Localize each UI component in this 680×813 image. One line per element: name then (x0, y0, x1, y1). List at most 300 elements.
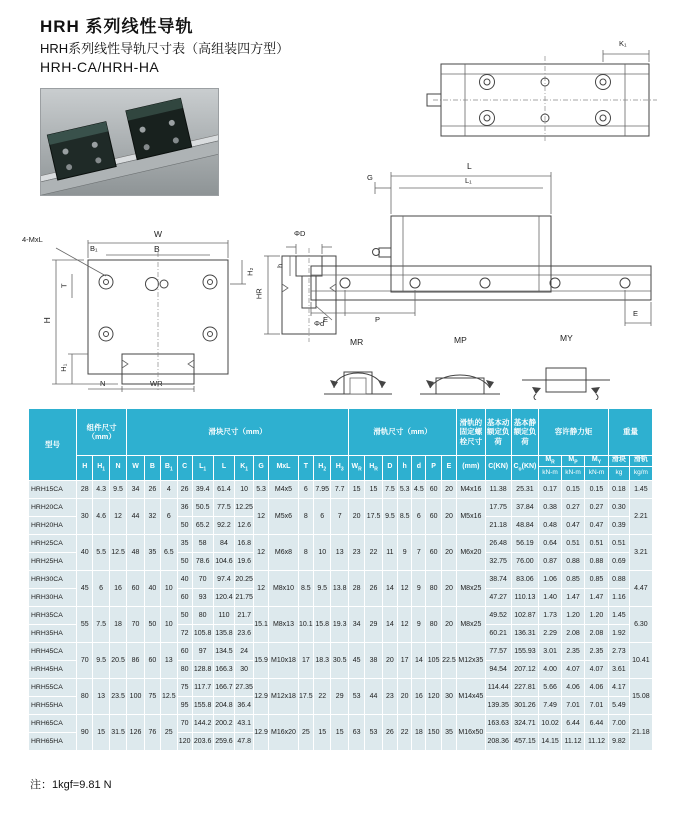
table-cell: 4.07 (562, 660, 585, 678)
dim-label-b1: B₁ (90, 244, 98, 253)
table-cell: 48 (127, 534, 144, 570)
table-cell: 65.2 (192, 516, 213, 534)
table-cell: 22 (398, 714, 412, 750)
header-cell: $L_1$ (192, 456, 213, 481)
table-cell: 78.6 (192, 552, 213, 570)
dim-label-wr: WR (150, 379, 163, 388)
table-cell: 22.5 (441, 642, 456, 678)
model-cell: HRH45HA (29, 660, 77, 678)
table-cell: 12.9 (253, 678, 268, 714)
table-cell: 55 (77, 606, 93, 642)
table-cell: M12x18 (269, 678, 298, 714)
table-cell: 14 (382, 570, 397, 606)
moment-mp-diagram (418, 336, 502, 402)
table-cell: 60 (426, 480, 441, 498)
table-cell: 0.87 (539, 552, 562, 570)
table-cell: 4.06 (562, 678, 585, 696)
header-cell: $M_P$ (562, 456, 585, 467)
model-cell: HRH65CA (29, 714, 77, 732)
table-cell: 9.5 (313, 570, 330, 606)
table-cell: 15 (331, 714, 349, 750)
header-cell: kN-m (562, 466, 585, 480)
table-cell: 25 (161, 714, 177, 750)
table-cell: 19.6 (235, 552, 254, 570)
table-cell: 2.73 (609, 642, 630, 660)
table-cell: 97 (192, 642, 213, 660)
table-cell: 208.36 (485, 732, 511, 750)
table-cell: 92.2 (213, 516, 235, 534)
header-cell: kg (609, 466, 630, 480)
header-row (29, 409, 653, 456)
header-cell: kN-m (584, 466, 608, 480)
table-cell: 1.06 (539, 570, 562, 588)
table-cell: 301.26 (511, 696, 538, 714)
table-cell: 0.88 (609, 570, 630, 588)
dim-label-t: T (59, 283, 69, 289)
table-cell: M14x45 (457, 678, 485, 714)
header-cell: $H_R$ (365, 456, 382, 481)
table-cell: 7.49 (539, 696, 562, 714)
table-cell: 0.15 (562, 480, 585, 498)
table-cell: 1.73 (539, 606, 562, 624)
table-cell: 1.20 (584, 606, 608, 624)
header-cell: d (412, 456, 426, 481)
table-cell: 227.81 (511, 678, 538, 696)
table-cell: 80 (426, 606, 441, 642)
header-cell: 滑轨的固定螺栓尺寸 (457, 409, 485, 456)
model-cell: HRH55HA (29, 696, 77, 714)
header-cell: kg/m (629, 466, 652, 480)
table-cell: 20.25 (235, 570, 254, 588)
table-cell: 58 (192, 534, 213, 552)
table-cell: 104.6 (213, 552, 235, 570)
table-cell: 10.41 (629, 642, 652, 678)
header-cell: N (109, 456, 126, 481)
table-cell: 80 (192, 606, 213, 624)
table-cell: 77.57 (485, 642, 511, 660)
table-cell: 10.02 (539, 714, 562, 732)
dim-label-w: W (154, 229, 163, 239)
table-cell: 10.1 (298, 606, 313, 642)
table-row (29, 498, 653, 516)
table-cell: 86 (127, 642, 144, 678)
front-view-drawing (22, 222, 266, 392)
table-cell: 120 (426, 678, 441, 714)
table-cell: 50 (177, 552, 192, 570)
header-cell: B (144, 456, 160, 481)
table-cell: 70 (177, 714, 192, 732)
table-cell: 47.27 (485, 588, 511, 606)
table-cell: 2.08 (584, 624, 608, 642)
table-cell: 7.5 (93, 606, 109, 642)
header-cell: MxL (269, 456, 298, 481)
table-cell: 10 (313, 534, 330, 570)
model-cell: HRH20CA (29, 498, 77, 516)
table-cell: 20 (441, 498, 456, 534)
table-cell: M4x5 (269, 480, 298, 498)
table-cell: 14.15 (539, 732, 562, 750)
dim-label-mxl: 4-MxL (22, 235, 43, 244)
table-row (29, 570, 653, 588)
header-cell: E (441, 456, 456, 481)
table-cell: 0.51 (562, 534, 585, 552)
table-cell: 110 (213, 606, 235, 624)
model-cell: HRH45CA (29, 642, 77, 660)
model-cell: HRH25CA (29, 534, 77, 552)
table-cell: 6 (313, 498, 330, 534)
table-cell: 207.12 (511, 660, 538, 678)
table-cell: 0.27 (584, 498, 608, 516)
table-cell: 9 (412, 570, 426, 606)
table-cell: 7.95 (313, 480, 330, 498)
table-cell: 29 (331, 678, 349, 714)
table-cell: 29 (365, 606, 382, 642)
table-cell: 60 (177, 588, 192, 606)
table-cell: 56.19 (511, 534, 538, 552)
table-cell: 43.1 (235, 714, 254, 732)
table-cell: 14 (382, 606, 397, 642)
table-cell: 23.5 (109, 678, 126, 714)
table-cell: 60 (144, 642, 160, 678)
table-cell: 6 (412, 498, 426, 534)
table-cell: 1.47 (562, 588, 585, 606)
table-cell: 150 (426, 714, 441, 750)
table-cell: M16x20 (269, 714, 298, 750)
table-cell: 155.8 (192, 696, 213, 714)
page-title: HRH 系列线性导轨 (40, 17, 194, 36)
table-cell: 0.85 (562, 570, 585, 588)
table-cell: 20.5 (109, 642, 126, 678)
table-cell: 10 (235, 480, 254, 498)
table-cell: 20 (398, 678, 412, 714)
table-cell: 120 (177, 732, 192, 750)
table-cell: 18.3 (313, 642, 330, 678)
table-cell: 75 (144, 678, 160, 714)
table-cell: 12.5 (109, 534, 126, 570)
header-cell: G (253, 456, 268, 481)
table-cell: 70 (127, 606, 144, 642)
table-cell: 15 (365, 480, 382, 498)
table-cell: 1.45 (609, 606, 630, 624)
table-cell: 80 (177, 660, 192, 678)
table-row (29, 534, 653, 552)
table-cell: 5.66 (539, 678, 562, 696)
table-cell: 9 (398, 534, 412, 570)
dim-label-n: N (100, 379, 106, 388)
header-row (29, 456, 653, 467)
table-row (29, 642, 653, 660)
table-cell: 0.15 (584, 480, 608, 498)
table-cell: 2.35 (584, 642, 608, 660)
table-cell: 1.16 (609, 588, 630, 606)
table-cell: 22 (313, 678, 330, 714)
dim-label-phiD: ΦD (294, 229, 306, 238)
table-cell: 28 (348, 570, 364, 606)
table-cell: 12 (253, 570, 268, 606)
table-cell: 3.61 (609, 660, 630, 678)
table-row (29, 606, 653, 624)
moment-mr-label: MR (350, 337, 364, 347)
table-cell: 18 (109, 606, 126, 642)
table-cell: 53 (365, 714, 382, 750)
table-cell: 40 (144, 570, 160, 606)
table-cell: 0.69 (609, 552, 630, 570)
table-cell: 6 (161, 498, 177, 534)
table-cell: 12.25 (235, 498, 254, 516)
table-cell: 0.39 (609, 516, 630, 534)
table-cell: 15.8 (313, 606, 330, 642)
table-cell: 7.01 (562, 696, 585, 714)
header-cell: D (382, 456, 397, 481)
table-cell: 17.75 (485, 498, 511, 516)
table-cell: 14 (412, 642, 426, 678)
table-cell: 6 (93, 570, 109, 606)
table-cell: 5.3 (398, 480, 412, 498)
table-cell: 1.40 (539, 588, 562, 606)
table-cell: 15.9 (253, 642, 268, 678)
table-cell: 0.64 (539, 534, 562, 552)
table-cell: 19.3 (331, 606, 349, 642)
table-cell: 31.5 (109, 714, 126, 750)
table-cell: 12 (109, 498, 126, 534)
model-cell: HRH65HA (29, 732, 77, 750)
header-cell: C(KN) (485, 456, 511, 481)
table-cell: 15.08 (629, 678, 652, 714)
table-cell: 134.5 (213, 642, 235, 660)
table-cell: 0.88 (562, 552, 585, 570)
table-cell: 8.5 (298, 570, 313, 606)
table-cell: 28 (77, 480, 93, 498)
table-cell: 36.4 (235, 696, 254, 714)
product-photo-graphic (41, 89, 218, 195)
header-cell: L (213, 456, 235, 481)
table-cell: 3.01 (539, 642, 562, 660)
table-cell: 4.07 (584, 660, 608, 678)
table-cell: 126 (127, 714, 144, 750)
table-cell: 200.2 (213, 714, 235, 732)
table-cell: 60 (426, 534, 441, 570)
header-cell: 滑块 (609, 456, 630, 467)
table-cell: 15.1 (253, 606, 268, 642)
table-cell: 21.18 (629, 714, 652, 750)
table-cell: 136.31 (511, 624, 538, 642)
table-cell: 7 (331, 498, 349, 534)
table-cell: 75 (177, 678, 192, 696)
table-cell: 90 (77, 714, 93, 750)
footnote: 注：1kgf=9.81 N (30, 779, 112, 791)
dim-label-h1: H₁ (59, 363, 69, 372)
table-cell: 20 (441, 534, 456, 570)
table-cell: 12 (398, 570, 412, 606)
dim-label-k1: K₁ (619, 39, 627, 48)
table-cell: 7.00 (609, 714, 630, 732)
table-cell: 128.8 (192, 660, 213, 678)
header-cell: $K_1$ (235, 456, 254, 481)
table-cell: 84 (213, 534, 235, 552)
table-cell: 10 (161, 570, 177, 606)
table-cell: 6.5 (161, 534, 177, 570)
table-cell: 23.6 (235, 624, 254, 642)
table-cell: 4.5 (412, 480, 426, 498)
table-cell: 17 (298, 642, 313, 678)
table-cell: 20 (441, 480, 456, 498)
table-cell: 25 (298, 714, 313, 750)
model-cell: HRH35CA (29, 606, 77, 624)
table-cell: 50 (177, 606, 192, 624)
table-cell: 76.00 (511, 552, 538, 570)
table-cell: 13 (161, 642, 177, 678)
table-cell: 21.18 (485, 516, 511, 534)
page-subtitle: HRH系列线性导轨尺寸表（高组装四方型） (40, 41, 290, 56)
table-cell: 4.17 (609, 678, 630, 696)
header-cell: $H_2$ (313, 456, 330, 481)
table-cell: 6.30 (629, 606, 652, 642)
table-cell: 324.71 (511, 714, 538, 732)
header-cell: 型号 (29, 409, 77, 481)
table-cell: 0.47 (584, 516, 608, 534)
header-cell: $C_o(KN)$ (511, 456, 538, 481)
table-cell: 21.7 (235, 606, 254, 624)
side-view-drawing (305, 156, 657, 336)
table-cell: 120.4 (213, 588, 235, 606)
table-cell: 3.21 (629, 534, 652, 570)
table-cell: M8x25 (457, 570, 485, 606)
table-cell: 117.7 (192, 678, 213, 696)
table-cell: 15 (93, 714, 109, 750)
table-cell: 26 (382, 714, 397, 750)
table-cell: 7.01 (584, 696, 608, 714)
table-cell: 47.8 (235, 732, 254, 750)
table-cell: 7.5 (382, 480, 397, 498)
table-cell: 30.5 (331, 642, 349, 678)
header-cell: T (298, 456, 313, 481)
table-cell: 13 (331, 534, 349, 570)
table-cell: 10 (161, 606, 177, 642)
table-cell: 7.7 (331, 480, 349, 498)
table-cell: 457.15 (511, 732, 538, 750)
table-cell: 0.48 (539, 516, 562, 534)
dim-label-phid: Φd (314, 319, 325, 328)
table-cell: 139.35 (485, 696, 511, 714)
table-cell: 259.6 (213, 732, 235, 750)
model-cell: HRH25HA (29, 552, 77, 570)
table-cell: M6x20 (457, 534, 485, 570)
table-cell: 11 (382, 534, 397, 570)
table-cell: 32.75 (485, 552, 511, 570)
table-cell: 49.52 (485, 606, 511, 624)
table-cell: 12.9 (253, 714, 268, 750)
table-cell: 17.5 (298, 678, 313, 714)
table-cell: 76 (144, 714, 160, 750)
table-cell: 9.5 (109, 480, 126, 498)
table-cell: 12 (253, 498, 268, 534)
table-cell: 2.35 (562, 642, 585, 660)
header-cell: 滑轨尺寸（mm） (348, 409, 456, 456)
table-cell: M8x25 (457, 606, 485, 642)
table-cell: 44 (127, 498, 144, 534)
table-cell: 2.21 (629, 498, 652, 534)
table-cell: 8 (298, 534, 313, 570)
table-cell: 105.8 (192, 624, 213, 642)
table-cell: 204.8 (213, 696, 235, 714)
table-cell: 27.35 (235, 678, 254, 696)
table-cell: 30 (441, 678, 456, 714)
table-cell: 25.31 (511, 480, 538, 498)
dim-label-bore-h: h (275, 263, 285, 268)
header-cell: 容许静力矩 (539, 409, 609, 456)
model-cell: HRH30HA (29, 588, 77, 606)
table-cell: 13.8 (331, 570, 349, 606)
table-cell: 93 (192, 588, 213, 606)
table-cell: 39.4 (192, 480, 213, 498)
table-cell: 72 (177, 624, 192, 642)
dim-label-l1: L₁ (465, 176, 472, 185)
table-cell: 16 (412, 678, 426, 714)
table-cell: 26 (177, 480, 192, 498)
table-cell: M4x16 (457, 480, 485, 498)
table-cell: 35 (144, 534, 160, 570)
dim-label-hr: HR (254, 288, 264, 300)
table-row (29, 678, 653, 696)
table-cell: 15 (348, 480, 364, 498)
table-cell: 9.5 (93, 642, 109, 678)
table-cell: 100 (127, 678, 144, 714)
header-cell: h (398, 456, 412, 481)
moment-mp-label: MP (454, 335, 467, 345)
dim-label-l: L (467, 161, 472, 171)
table-cell: 60 (426, 498, 441, 534)
table-cell: 35 (177, 534, 192, 552)
table-cell: 22 (365, 534, 382, 570)
table-cell: 9.82 (609, 732, 630, 750)
table-cell: 23 (348, 534, 364, 570)
table-cell: 6 (298, 480, 313, 498)
table-cell: 20 (348, 498, 364, 534)
table-cell: 34 (348, 606, 364, 642)
dim-label-h2: H₂ (245, 267, 255, 276)
moment-my-label: MY (560, 333, 573, 343)
table-cell: 60.21 (485, 624, 511, 642)
table-cell: 17 (398, 642, 412, 678)
table-cell: 77.5 (213, 498, 235, 516)
table-cell: 30 (235, 660, 254, 678)
table-cell: 5.3 (253, 480, 268, 498)
header-cell: $W_R$ (348, 456, 364, 481)
table-cell: 97.4 (213, 570, 235, 588)
table-cell: 4.00 (539, 660, 562, 678)
table-cell: 6.44 (562, 714, 585, 732)
table-cell: 2.08 (562, 624, 585, 642)
top-view-drawing (425, 40, 665, 144)
table-cell: 80 (426, 570, 441, 606)
spec-table (28, 408, 653, 751)
dim-label-e-left: E (323, 315, 329, 324)
table-cell: 70 (77, 642, 93, 678)
dim-label-b: B (154, 244, 160, 254)
header-cell: 滑块尺寸（mm） (127, 409, 349, 456)
product-photo (40, 88, 219, 196)
table-cell: M16x50 (457, 714, 485, 750)
table-cell: 60 (127, 570, 144, 606)
table-cell: 40 (77, 534, 93, 570)
table-cell: 24 (235, 642, 254, 660)
table-cell: 4 (161, 480, 177, 498)
header-cell: 基本动额定负荷 (485, 409, 511, 456)
table-cell: 9 (412, 606, 426, 642)
header-cell: W (127, 456, 144, 481)
table-cell: 45 (77, 570, 93, 606)
table-cell: 1.92 (609, 624, 630, 642)
